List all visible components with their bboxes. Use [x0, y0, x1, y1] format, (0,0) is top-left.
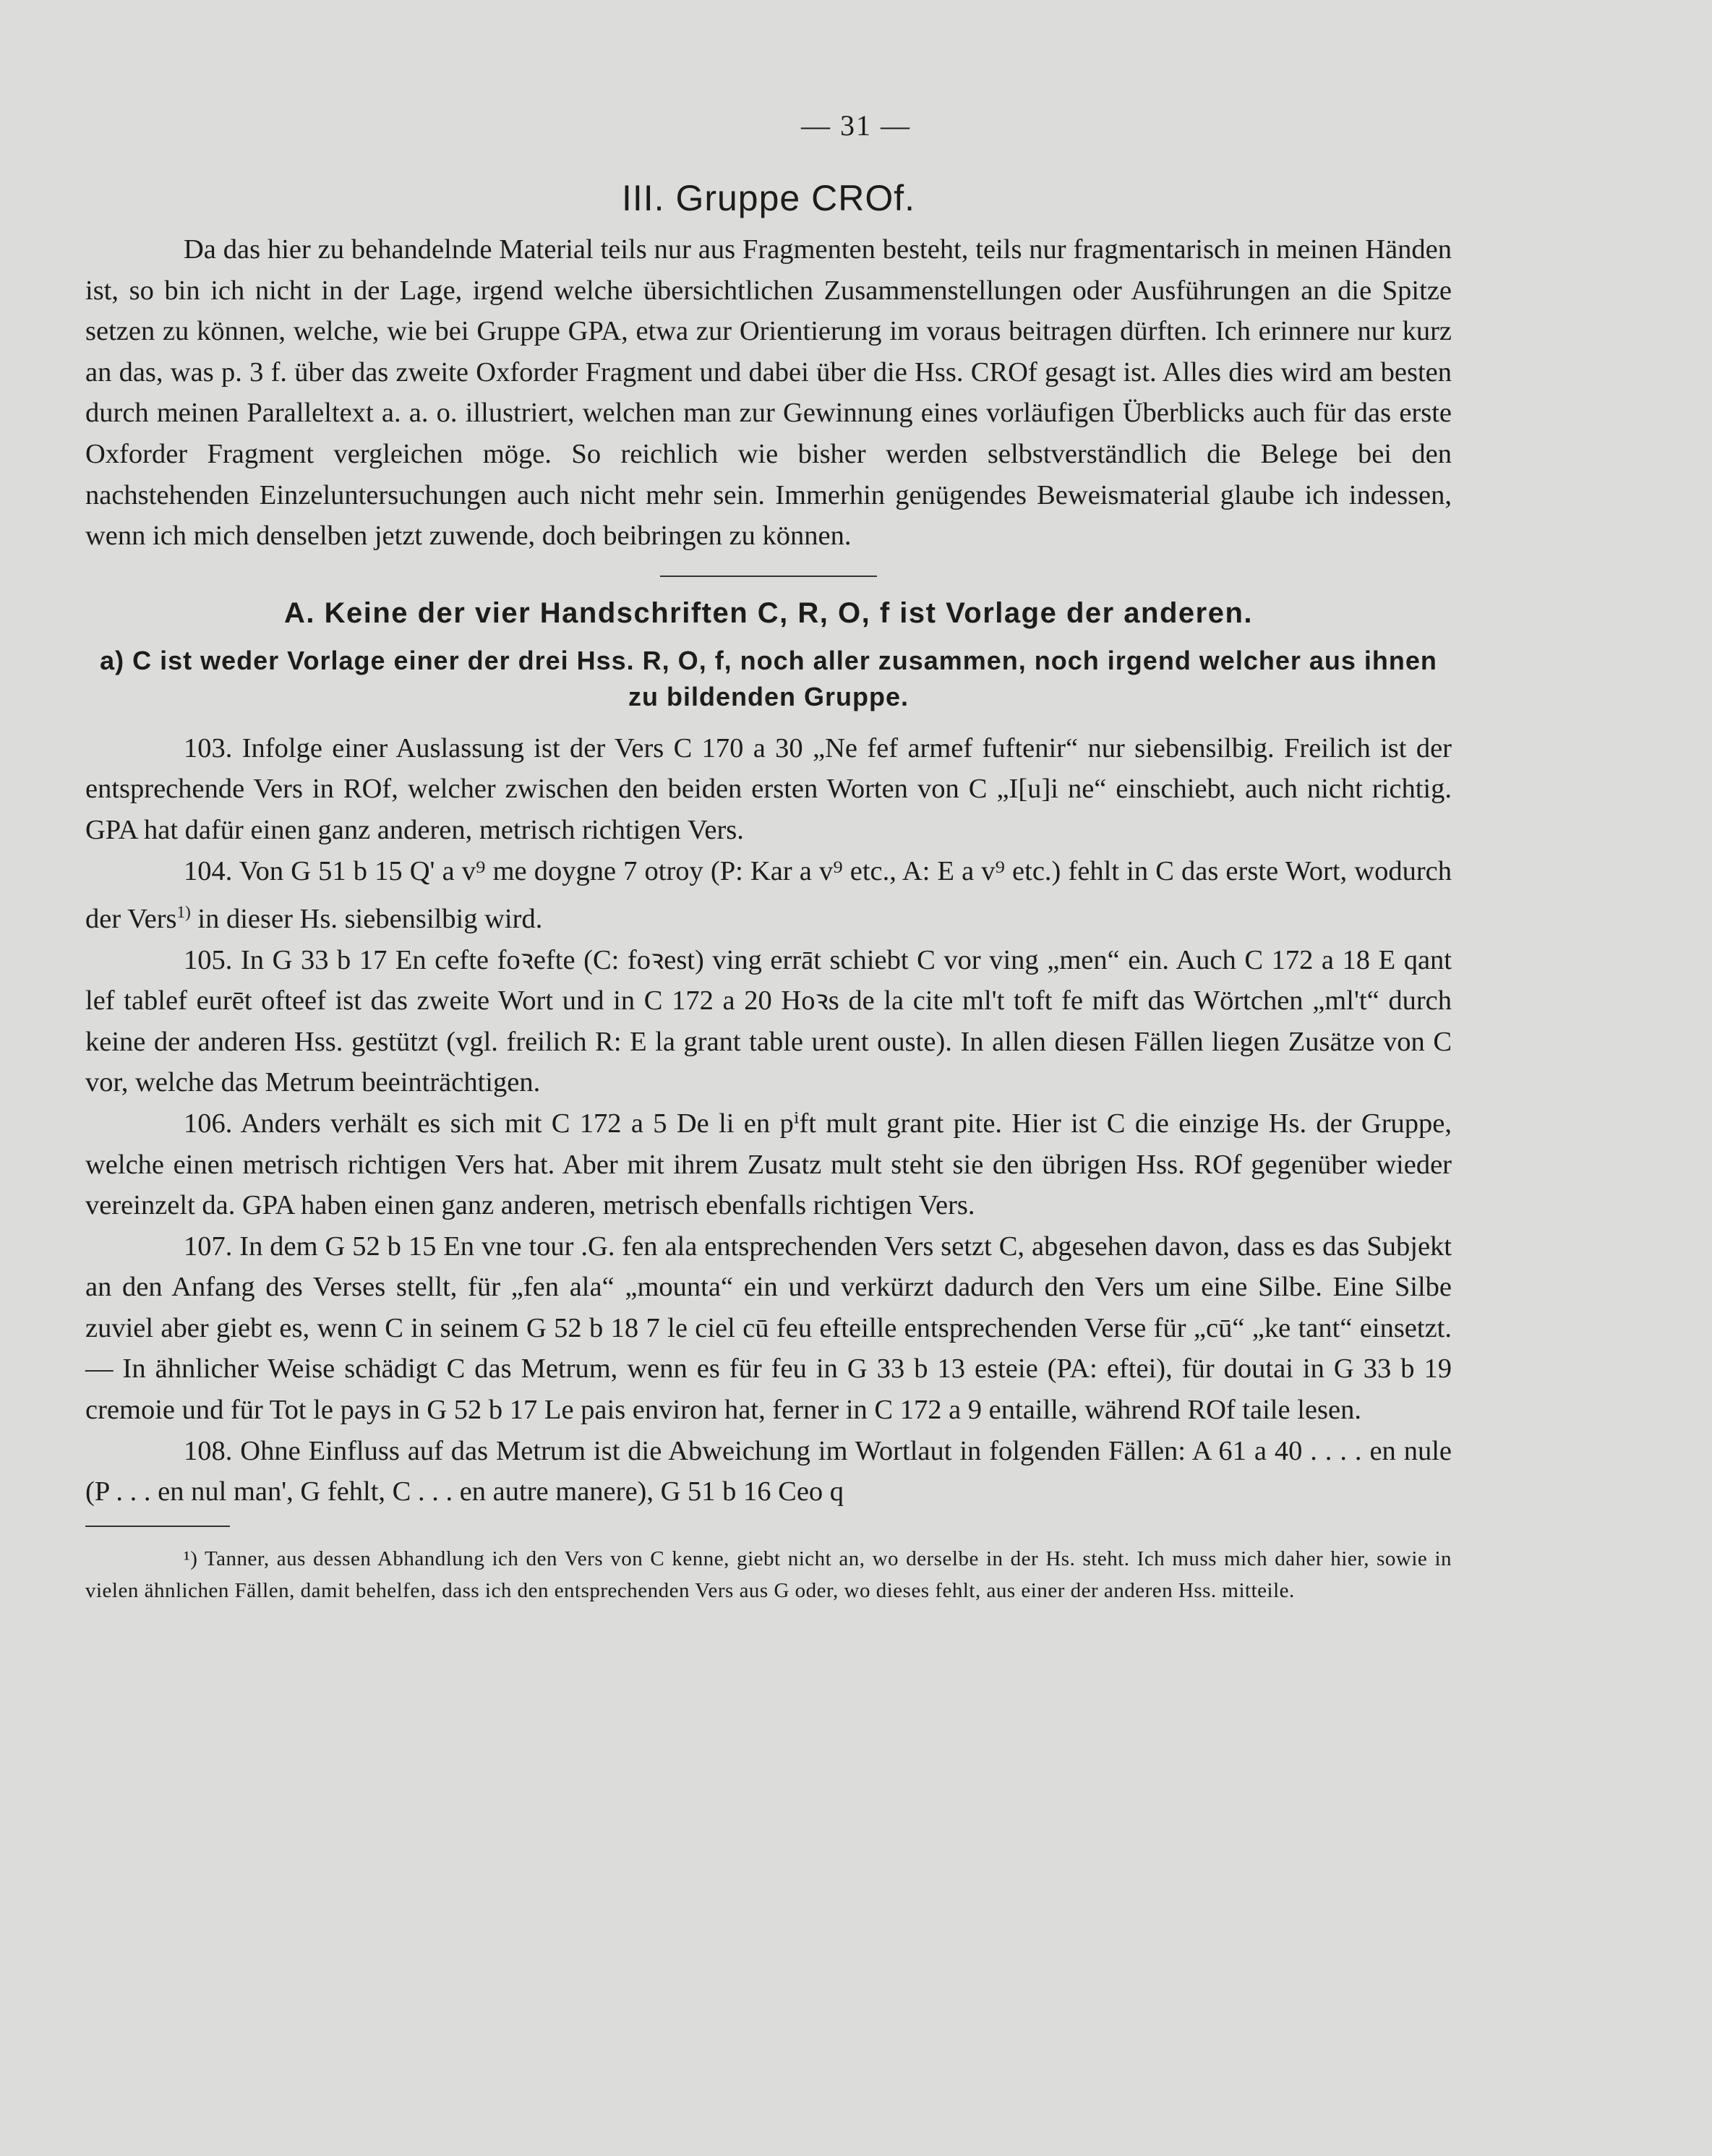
paragraph-106: 106. Anders verhält es sich mit C 172 a 5 De li en pⁱft mult grant pite. Hier ist C die einzige Hs. der Gruppe, welche einen metrisch richtigen Vers hat. Aber mit ihrem Zusatz mult steht sie den übrigen Hss. ROf gegenüber wieder vereinzelt da. GPA haben einen ganz anderen, metrisch ebenfalls richtigen Vers.: [85, 1108, 1452, 1221]
page-content: [85, 177, 1452, 1607]
footnote-marker: 1): [176, 902, 191, 922]
paragraph-107: 107. In dem G 52 b 15 En vne tour .G. fen ala entsprechenden Vers setzt C, abgesehen davon, dass es das Subjekt an den Anfang des Verses stellt, für „fen ala“ „mounta“ ein und verkürzt dadurch den Vers um eine Silbe. Eine Silbe zuviel aber giebt es, wenn C in seinem G 52 b 18 7 le ciel cū feu efteille entsprechenden Verse für „cū“ „ke tant“ einsetzt. — In ähnlicher Weise schädigt C das Metrum, wenn es für feu in G 33 b 13 esteie (PA: eftei), für doutai in G 33 b 19 cremoie und für Tot le pays in G 52 b 17 Le pais environ hat, ferner in C 172 a 9 entaille, während ROf taile lesen.: [85, 1231, 1452, 1426]
paragraph-104-text: 104. Von G 51 b 15 Q' a v⁹ me doygne 7 otroy (P: Kar a v⁹ etc., A: E a v⁹ etc.) fehlt in C das erste Wort, wodurch der Vers: [85, 855, 1452, 934]
footnote: ¹) Tanner, aus dessen Abhandlung ich den Vers von C kenne, giebt nicht an, wo derselbe in der Hs. steht. Ich muss mich daher hier, sowie in vielen ähnlichen Fällen, damit behelfen, dass ich den entsprechenden Vers aus G oder, wo dieses fehlt, aus einer der anderen Hss. mitteile.: [85, 1547, 1452, 1602]
subsection-heading-a: a) C ist weder Vorlage einer der drei Hss. R, O, f, noch aller zusammen, noch irgend welcher aus ihnen zu bildenden Gruppe.: [100, 645, 1437, 711]
intro-paragraph: Da das hier zu behandelnde Material teils nur aus Fragmenten besteht, teils nur fragmentarisch in meinen Händen ist, so bin ich nicht in der Lage, irgend welche übersichtlichen Zusammenstellungen oder Ausführungen an die Spitze setzen zu können, welche, wie bei Gruppe GPA, etwa zur Orientierung im voraus beitragen dürften. Ich erinnere nur kurz an das, was p. 3 f. über das zweite Oxforder Fragment und dabei über die Hss. CROf gesagt ist. Alles dies wird am besten durch meinen Paralleltext a. a. o. illustriert, welchen man zur Gewinnung eines vorläufigen Überblicks auch für das erste Oxforder Fragment vergleichen möge. So reichlich wie bisher werden selbstverständlich die Belege bei den nachstehenden Einzeluntersuchungen auch nicht mehr sein. Immerhin genügendes Beweismaterial glaube ich indessen, wenn ich mich denselben jetzt zuwende, doch beibringen zu können.: [85, 234, 1452, 552]
paragraph-103: 103. Infolge einer Auslassung ist der Vers C 170 a 30 „Ne fef armef fuftenir“ nur siebensilbig. Freilich ist der entsprechende Vers in ROf, welcher zwischen den beiden ersten Worten von C „I[u]i ne“ einschiebt, auch nicht richtig. GPA hat dafür einen ganz anderen, metrisch richtigen Vers.: [85, 732, 1452, 845]
paragraph-104-end: in dieser Hs. siebensilbig wird.: [190, 903, 543, 934]
page-number: — 31 —: [801, 109, 911, 142]
paragraph-104: [85, 851, 1452, 940]
section-divider: [660, 576, 877, 577]
paragraph-108: 108. Ohne Einfluss auf das Metrum ist die Abweichung im Wortlaut in folgenden Fällen: A 61 a 40 . . . . en nule (P . . . en nul man', G fehlt, C . . . en autre manere), G 51 b 16 Ceo q: [85, 1435, 1452, 1507]
section-heading-a: A. Keine der vier Handschriften C, R, O, f ist Vorlage der anderen.: [283, 596, 1254, 629]
footnote-divider: [85, 1526, 230, 1527]
group-title: III. Gruppe CROf.: [621, 178, 915, 218]
paragraph-105: 105. In G 33 b 17 En cefte foꝛefte (C: foꝛest) ving errāt schiebt C vor ving „men“ ein. Auch C 172 a 18 E qant lef tablef eurēt ofteef ist das zweite Wort und in C 172 a 20 Hoꝛs de la cite ml't toft fe mift das Wörtchen „ml't“ durch keine der anderen Hss. gestützt (vgl. freilich R: E la grant table urent ouste). In allen diesen Fällen liegen Zusätze von C vor, welche das Metrum beeinträchtigen.: [85, 944, 1452, 1098]
